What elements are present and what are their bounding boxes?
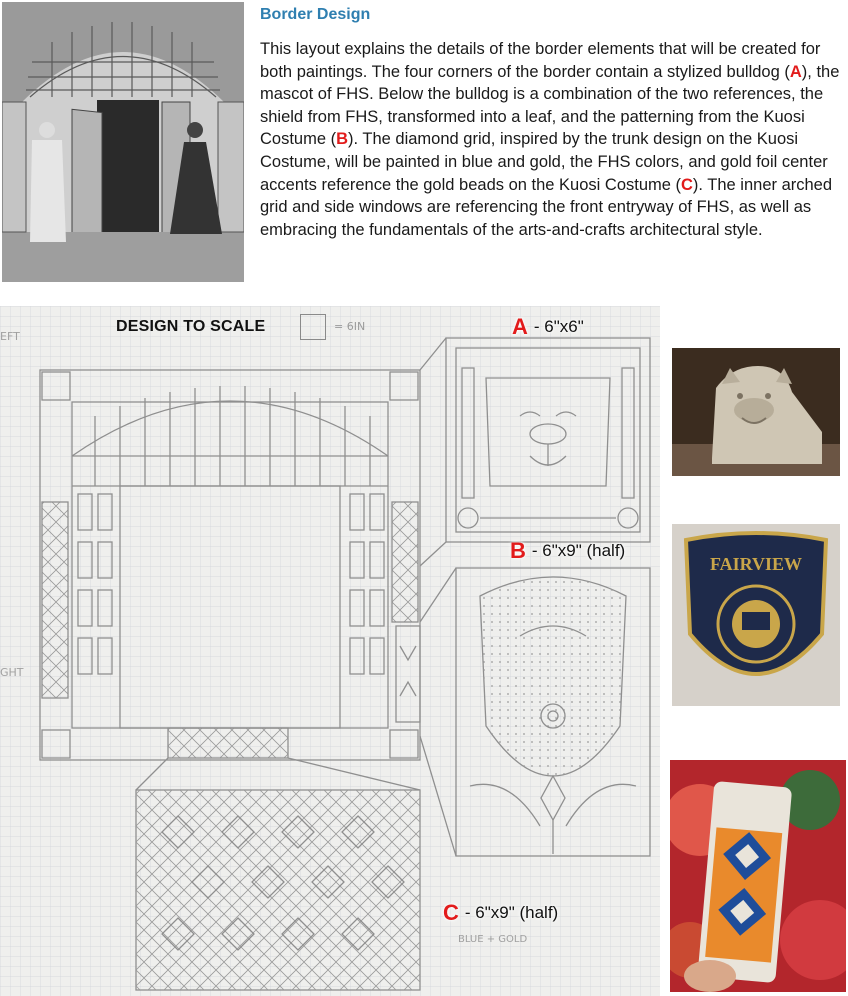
section-heading: Border Design xyxy=(260,6,371,23)
paragraph-part: ). The diamond grid, inspired by the trunk design on the Kuosi Costume, will be painted in blue and gold, the FHS colors, and gold foil center accents reference the gold beads on the Kuosi Costume ( xyxy=(260,130,828,194)
marker-b: B xyxy=(336,130,349,149)
label-b xyxy=(510,538,625,564)
sketch-title: DESIGN TO SCALE xyxy=(116,318,266,335)
label-b-text: - 6"x9" (half) xyxy=(531,541,626,560)
color-note: BLUE + GOLD xyxy=(458,934,528,945)
side-label-right: GHT xyxy=(0,666,24,679)
scale-square xyxy=(300,314,326,340)
fairview-shield-photo xyxy=(672,524,840,706)
paragraph-part: ), the mascot of FHS. Below the bulldog is a combination of the two references, the shield from FHS, transformed into a leaf, and the patterning from the Kuosi Costume ( xyxy=(260,62,840,149)
shield-text: FAIRVIEW xyxy=(709,554,803,574)
scale-note: = 6IN xyxy=(334,320,366,333)
label-c xyxy=(443,900,558,926)
paragraph-part: This layout explains the details of the border elements that will be created for both paintings. The four corners of the border contain a stylized bulldog ( xyxy=(260,40,821,81)
marker-c: C xyxy=(681,175,693,194)
description-paragraph xyxy=(260,38,845,241)
side-label-left: EFT xyxy=(0,330,20,343)
label-a xyxy=(512,314,584,340)
archival-entryway-photo xyxy=(2,2,244,282)
kuosi-costume-photo xyxy=(670,760,846,992)
marker-a: A xyxy=(789,62,802,81)
label-b-marker: B xyxy=(510,538,526,563)
label-a-marker: A xyxy=(512,314,528,339)
graph-paper-sketch xyxy=(0,306,660,996)
paragraph-part: ). The inner arched grid and side windows are referencing the front entryway of FHS, as well as embracing the fundamentals of the arts-and-crafts architectural style. xyxy=(260,175,833,239)
label-c-marker: C xyxy=(443,900,459,925)
bulldog-statue-photo xyxy=(672,348,840,476)
label-c-text: - 6"x9" (half) xyxy=(464,903,559,922)
label-a-text: - 6"x6" xyxy=(533,317,584,336)
